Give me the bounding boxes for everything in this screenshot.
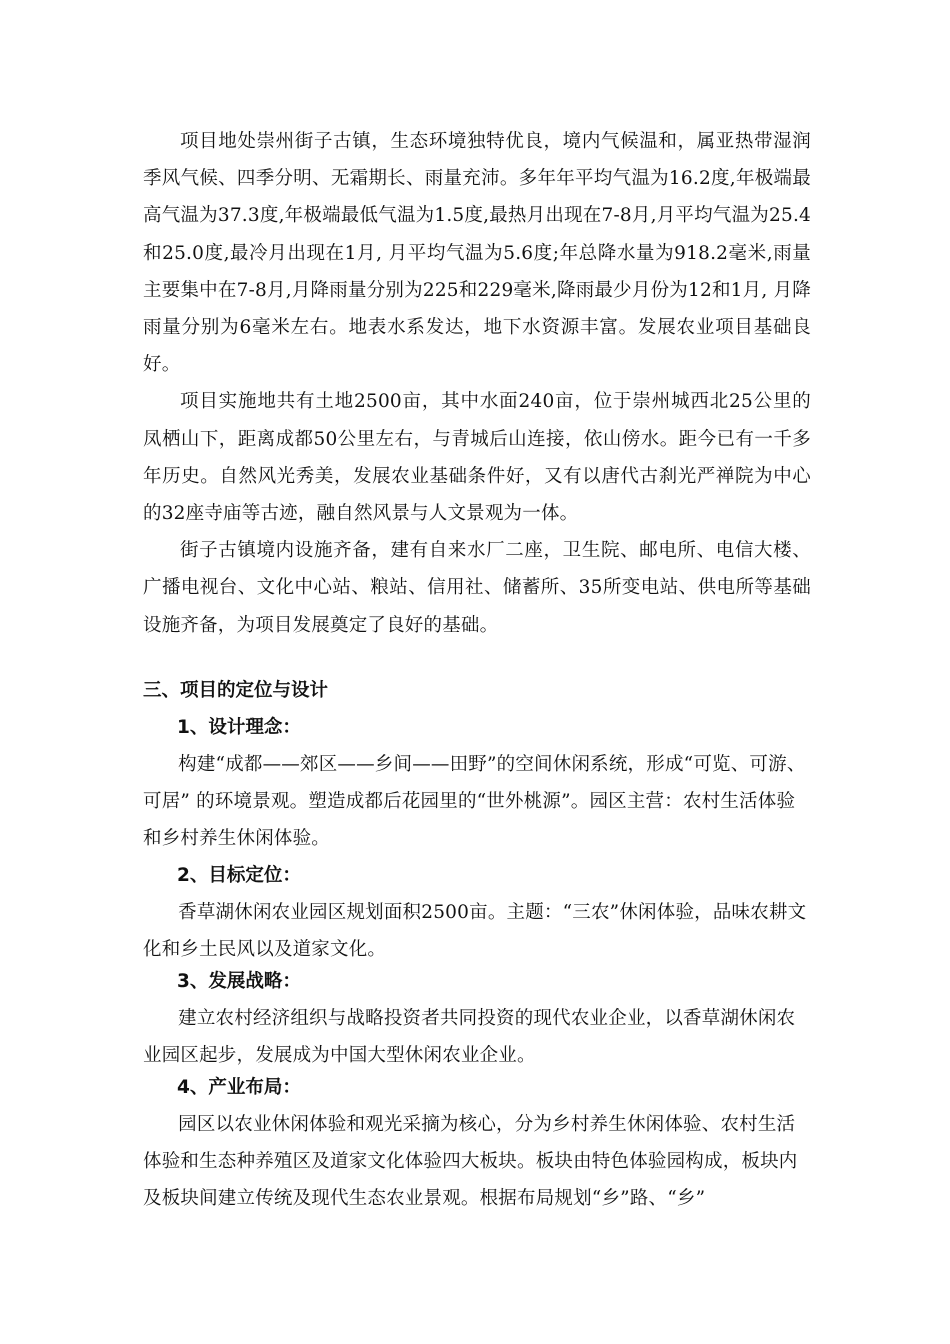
design-concept-text: 构建“成都——郊区——乡间——田野”的空间休闲系统，形成“可览、可游、可居” 的环境景观。塑造成都后花园里的“世外桃源”。园区主营：农村生活体验和乡村养生休闲体验。 — [143, 754, 806, 849]
development-strategy-heading: 3、发展战略： — [177, 971, 301, 992]
climate-paragraph: 项目地处崇州街子古镇，生态环境独特优良，境内气候温和，属亚热带湿润季风气候、四季分明、无霜期长、雨量充沛。多年年平均气温为16.2度,年极端最高气温为37.3度,年极端最低气温为1.5度,最热月出现在7-8月,月平均气温为25.4和25.0度,最冷月出现在1月, 月平均气温为5.6度;年总降水量为918.2毫米,雨量主要集中在7-8月,月降雨量分别为225和229毫米,降雨最少月份为12和1月, 月降雨量分别为6毫米左右。地表水系发达，地下水资源丰富。发展农业项目基础良好。 — [143, 131, 811, 376]
section-title: 三、项目的定位与设计 — [143, 680, 329, 701]
target-positioning-text: 香草湖休闲农业园区规划面积2500亩。主题：“三农”休闲体验，品味农耕文化和乡土民风以及道家文化。 — [143, 902, 807, 960]
industry-layout-heading: 4、产业布局： — [177, 1077, 301, 1098]
industry-layout-text: 园区以农业休闲体验和观光采摘为核心，分为乡村养生休闲体验、农村生活体验和生态种养殖区及道家文化体验四大板块。板块由特色体验园构成，板块内及板块间建立传统及现代生态农业景观。根据布局规划“乡”路、“乡” — [143, 1114, 798, 1209]
target-positioning-heading: 2、目标定位： — [177, 865, 301, 886]
facilities-paragraph: 街子古镇境内设施齐备，建有自来水厂二座，卫生院、邮电所、电信大楼、广播电视台、文化中心站、粮站、信用社、储蓄所、35所变电站、供电所等基础设施齐备，为项目发展奠定了良好的基础。 — [143, 540, 811, 636]
design-concept-heading: 1、设计理念： — [177, 717, 301, 738]
development-strategy-text: 建立农村经济组织与战略投资者共同投资的现代农业企业，以香草湖休闲农业园区起步，发展成为中国大型休闲农业企业。 — [143, 1008, 796, 1066]
intro-section — [143, 123, 811, 644]
land-paragraph: 项目实施地共有土地2500亩，其中水面240亩，位于崇州城西北25公里的凤栖山下，距离成都50公里左右，与青城后山连接，依山傍水。距今已有一千多年历史。自然风光秀美，发展农业基础条件好，又有以唐代古刹光严禅院为中心的32座寺庙等古迹，融自然风景与人文景观为一体。 — [143, 391, 811, 525]
